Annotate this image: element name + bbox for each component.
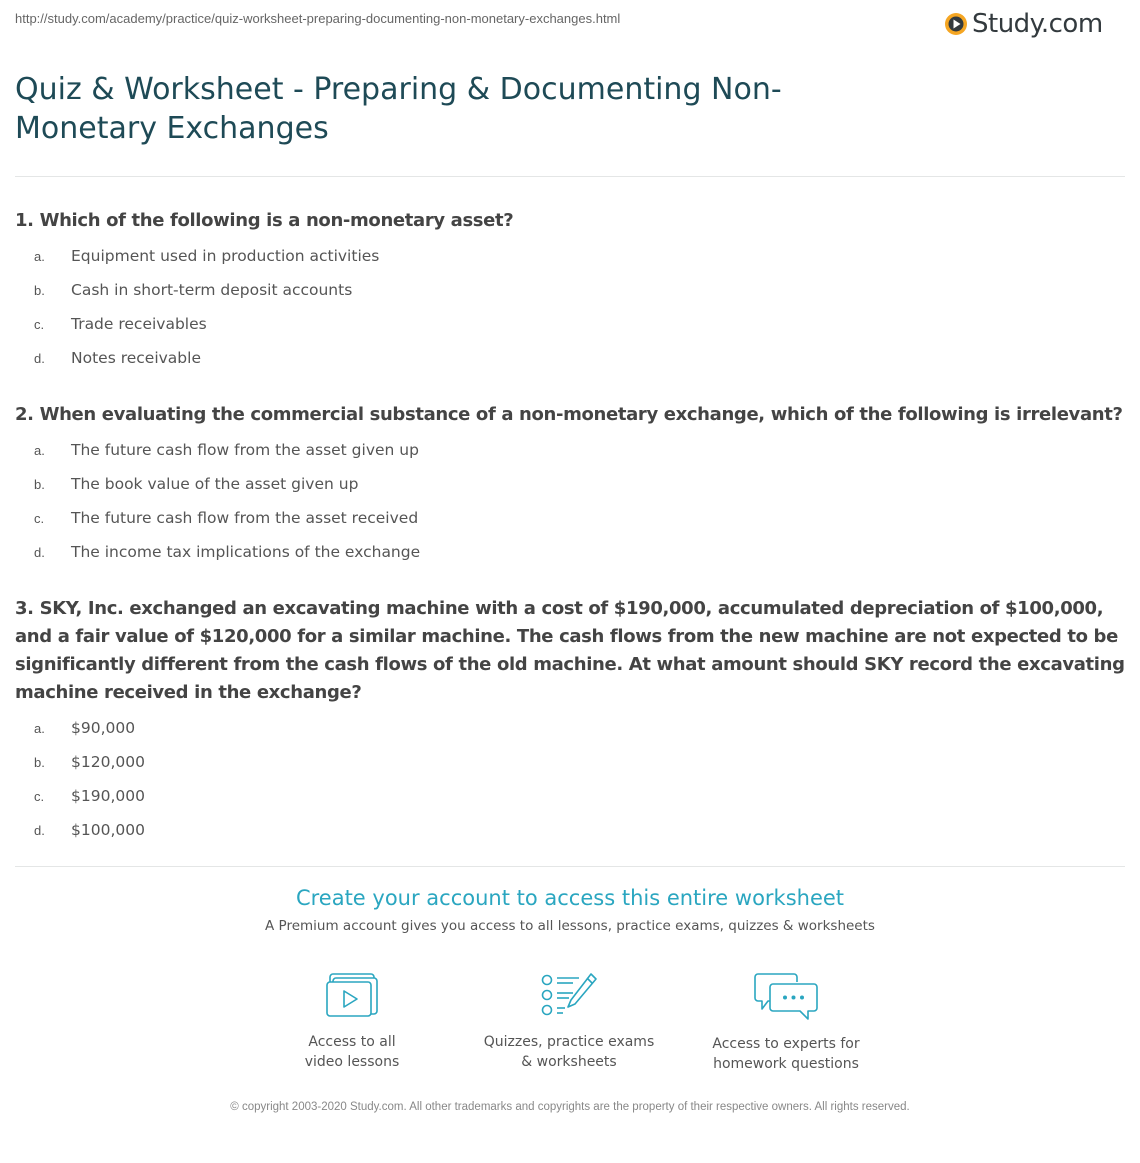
answer-text: The income tax implications of the exchange [71,543,421,561]
answer-text: The future cash flow from the asset given up [71,441,419,459]
answer-letter: c. [34,788,45,804]
page-title: Quiz & Worksheet - Preparing & Documenting Non-Monetary Exchanges [15,72,782,146]
question-text: 3. SKY, Inc. exchanged an excavating machine with a cost of $190,000, accumulated depreciation of $100,000, and a fair value of $120,000 for a similar machine. The cash flows from the new machine are not expected to be significantly different from the cash flows of the old machine. At what amount should SKY record the excavating machine received in the exchange? [15,598,1125,703]
answer-text: Equipment used in production activities [71,247,380,265]
question-3 [15,595,1127,847]
answer-letter: d. [34,544,45,560]
question-text: 2. When evaluating the commercial substance of a non-monetary exchange, which of the following is irrelevant? [15,404,1123,425]
answer-letter: b. [34,476,45,492]
feature-line-2: homework questions [713,1056,859,1072]
answer-text: $90,000 [71,719,136,737]
chat-bubbles-icon [754,970,818,1022]
study-logo[interactable] [944,6,1103,42]
answer-text: The book value of the asset given up [71,475,359,493]
play-logo-icon [944,12,968,36]
answer-option [15,307,1127,341]
answer-option [15,779,1127,813]
answer-letter: a. [34,442,45,458]
feature-line-1: Quizzes, practice exams [483,1034,655,1050]
feature-quizzes [469,970,669,1072]
answer-option [15,239,1127,273]
answer-text: Trade receivables [71,315,207,333]
answer-option [15,535,1127,569]
feature-line-2: video lessons [304,1054,400,1070]
answer-text: $120,000 [71,753,145,771]
answer-text: $100,000 [71,821,145,839]
answer-letter: c. [34,316,45,332]
questions-list [15,207,1127,873]
answer-text: Notes receivable [71,349,201,367]
feature-line-1: Access to experts for [712,1036,860,1052]
video-lessons-icon [324,970,380,1020]
answer-option [15,467,1127,501]
feature-video-lessons [252,970,452,1072]
question-2 [15,401,1127,569]
page-url[interactable]: http://study.com/academy/practice/quiz-worksheet-preparing-documenting-non-monetary-exchanges.html [15,11,621,26]
feature-line-1: Access to all [308,1034,396,1050]
question-1 [15,207,1127,375]
question-text: 1. Which of the following is a non-monetary asset? [15,210,514,231]
premium-description: A Premium account gives you access to all lessons, practice exams, quizzes & worksheets [265,918,875,934]
answer-option [15,341,1127,375]
answer-option [15,273,1127,307]
answer-letter: d. [34,822,45,838]
answer-letter: d. [34,350,45,366]
quiz-checklist-icon [539,970,599,1020]
feature-experts [686,970,886,1074]
divider-bottom [15,866,1125,867]
answer-text: $190,000 [71,787,145,805]
divider-top [15,176,1125,177]
answer-option [15,711,1127,745]
answer-letter: b. [34,754,45,770]
answer-letter: a. [34,248,45,264]
feature-line-2: & worksheets [521,1054,617,1070]
answer-text: Cash in short-term deposit accounts [71,281,353,299]
answer-option [15,433,1127,467]
answer-letter: b. [34,282,45,298]
answer-option [15,745,1127,779]
answer-option [15,813,1127,847]
answer-text: The future cash flow from the asset received [71,509,419,527]
answer-letter: c. [34,510,45,526]
copyright-notice: © copyright 2003-2020 Study.com. All other trademarks and copyrights are the property of their respective owners. All rights reserved. [230,1101,910,1113]
create-account-link[interactable]: Create your account to access this entire worksheet [295,886,845,910]
answer-option [15,501,1127,535]
answer-letter: a. [34,720,45,736]
logo-text: Study.com [972,9,1103,39]
